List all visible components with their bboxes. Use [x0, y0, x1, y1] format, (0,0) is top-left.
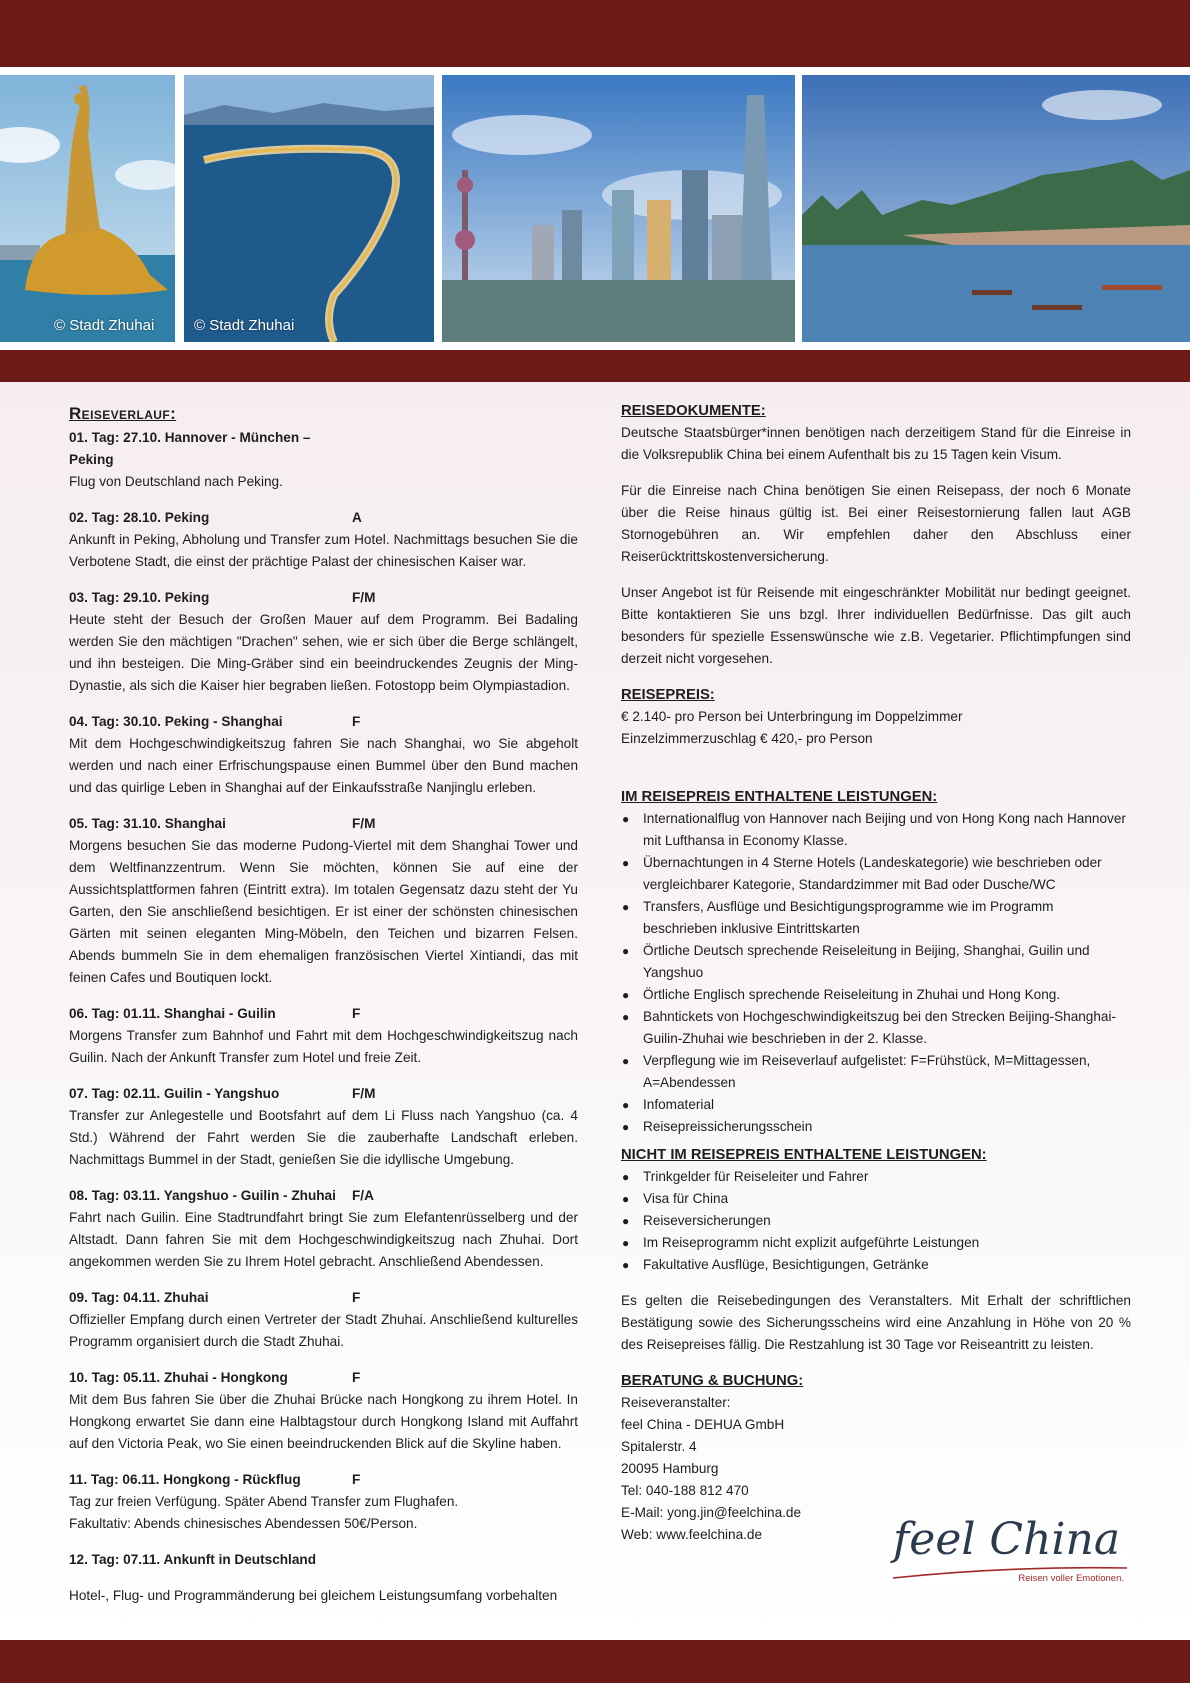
documents-paragraph-3: Unser Angebot ist für Reisende mit eingeschränkter Mobilität nur bedingt geeignet. Bitte kontaktieren Sie uns bzgl. Ihrer individuellen Bedürfnisse. Das gilt auch besonders für spezielle Essenswünsche wie z.B. Vegetarier. Pflichtimpfungen sind derzeit nicht vorgesehen. — [621, 585, 1131, 666]
itinerary-day — [69, 1549, 578, 1571]
itinerary-day — [69, 507, 578, 573]
documents-paragraph-2: Für die Einreise nach China benötigen Sie einen Reisepass, der noch 6 Monate über die Reise hinaus gültig ist. Bei einer Reisestornierung fallen laut AGB Stornogebühren an. Wir empfehlen daher den Abschluss einer Reiserücktrittskostenversicherung. — [621, 483, 1131, 564]
itinerary-day — [69, 1003, 578, 1069]
price-single-supplement: Einzelzimmerzuschlag € 420,- pro Person — [621, 731, 873, 746]
list-item: ● Transfers, Ausflüge und Besichtigungsprogramme wie im Programm beschrieben inklusive Eintrittskarten — [621, 896, 1131, 940]
itinerary-day — [69, 587, 578, 697]
day-meals: F/A — [352, 1188, 374, 1203]
day-title — [69, 1003, 578, 1025]
day-date-route: 01. Tag: 27.10. Hannover - München – Peking — [69, 430, 311, 467]
list-item: ● Internationalflug von Hannover nach Beijing und von Hong Kong nach Hannover mit Lufthansa in Economy Klasse. — [621, 808, 1131, 852]
itinerary-day — [69, 1367, 578, 1455]
itinerary-day — [69, 427, 578, 493]
photo-li-river — [802, 75, 1190, 342]
day-title — [69, 1469, 578, 1491]
documents-paragraph-1: Deutsche Staatsbürger*innen benötigen nach derzeitigem Stand für die Einreise in die Volksrepublik China bei einem Aufenthalt bis zu 15 Tagen kein Visum. — [621, 425, 1131, 462]
day-description: Tag zur freien Verfügung. Später Abend Transfer zum Flughafen. Fakultativ: Abends chinesisches Abendessen 50€/Person. — [69, 1494, 459, 1531]
documents-heading: REISEDOKUMENTE: — [621, 403, 766, 419]
day-meals: F — [352, 1290, 361, 1305]
booking-heading: BERATUNG & BUCHUNG: — [621, 1373, 804, 1389]
day-description: Ankunft in Peking, Abholung und Transfer zum Hotel. Nachmittags besuchen Sie die Verbotene Stadt, die einst der prächtige Palast der chinesischen Kaiser war. — [69, 532, 578, 569]
itinerary-column — [69, 398, 578, 1607]
booking-city: 20095 Hamburg — [621, 1461, 719, 1476]
day-description: Mit dem Hochgeschwindigkeitszug fahren Sie nach Shanghai, wo Sie abgeholt werden und nach einer Erfrischungspause einen Bummel über den Bund machen und das quirlige Leben in Shanghai auf der Einkaufsstraße Nanjinglu erleben. — [69, 736, 578, 795]
photo-strip — [0, 67, 1190, 350]
top-band — [0, 0, 1190, 67]
list-item: ● Übernachtungen in 4 Sterne Hotels (Landeskategorie) wie beschrieben oder vergleichbarer Kategorie, Standardzimmer mit Bad oder Dusche/WC — [621, 852, 1131, 896]
day-date-route: 03. Tag: 29.10. Peking — [69, 590, 210, 605]
day-date-route: 06. Tag: 01.11. Shanghai - Guilin — [69, 1006, 276, 1021]
day-date-route: 11. Tag: 06.11. Hongkong - Rückflug — [69, 1472, 301, 1487]
booking-phone[interactable]: Tel: 040-188 812 470 — [621, 1483, 749, 1498]
list-item: ● Verpflegung wie im Reiseverlauf aufgelistet: F=Frühstück, M=Mittagessen, A=Abendessen — [621, 1050, 1131, 1094]
day-meals: F/M — [352, 590, 376, 605]
list-item: ● Örtliche Deutsch sprechende Reiseleitung in Beijing, Shanghai, Guilin und Yangshuo — [621, 940, 1131, 984]
day-title — [69, 711, 578, 733]
day-meals: F — [352, 1472, 361, 1487]
day-description: Mit dem Bus fahren Sie über die Zhuhai Brücke nach Hongkong zu ihrem Hotel. In Hongkong erwartet Sie dann eine Halbtagstour durch Hongkong Island mit Auffahrt auf den Victoria Peak, wo Sie einen beeindruckenden Blick auf die Skyline haben. — [69, 1392, 578, 1451]
day-description: Heute steht der Besuch der Großen Mauer auf dem Programm. Bei Badaling werden Sie den mächtigen "Drachen" sehen, wie er sich über die Berge schlängelt, und ihn besteigen. Die Ming-Gräber sind ein beeindruckendes Zeugnis der Ming-Dynastie, als sich die Kaiser hier begraben ließen. Fotostopp beim Olympiastadion. — [69, 612, 578, 693]
day-title — [69, 1287, 578, 1309]
middle-band — [0, 350, 1190, 382]
day-date-route: 05. Tag: 31.10. Shanghai — [69, 816, 226, 831]
day-description: Offizieller Empfang durch einen Vertreter der Stadt Zhuhai. Anschließend kulturelles Programm organisiert durch die Stadt Zhuhai. — [69, 1312, 578, 1349]
day-description: Flug von Deutschland nach Peking. — [69, 474, 283, 489]
day-date-route: 02. Tag: 28.10. Peking — [69, 510, 210, 525]
day-meals: F/M — [352, 816, 376, 831]
booking-web[interactable]: Web: www.feelchina.de — [621, 1527, 763, 1542]
price-heading: REISEPREIS: — [621, 687, 715, 703]
booking-label: Reiseveranstalter: — [621, 1395, 731, 1410]
day-title — [69, 507, 578, 529]
day-title — [69, 1185, 578, 1207]
day-description: Transfer zur Anlegestelle und Bootsfahrt auf dem Li Fluss nach Yangshuo (ca. 4 Std.) Während der Fahrt werden Sie die zauberhafte Landschaft erleben. Nachmittags Bummel in der Stadt, genießen Sie die idyllische Umgebung. — [69, 1108, 578, 1167]
itinerary-day — [69, 813, 578, 989]
day-date-route: 07. Tag: 02.11. Guilin - Yangshuo — [69, 1086, 280, 1101]
day-description: Fahrt nach Guilin. Eine Stadtrundfahrt bringt Sie zum Elefantenrüsselberg und der Altstadt. Dann fahren Sie mit dem Hochgeschwindigkeitszug nach Zhuhai. Dort angekommen werden Sie zu Ihrem Hotel gebracht. Anschließend Abendessen. — [69, 1210, 578, 1269]
list-item: ● Reiseversicherungen — [621, 1210, 1131, 1232]
photo-shanghai-skyline — [442, 75, 795, 342]
photo-zhuhai-statue — [0, 75, 175, 342]
day-title — [69, 587, 578, 609]
excluded-list — [621, 1166, 1131, 1276]
day-date-route: 04. Tag: 30.10. Peking - Shanghai — [69, 714, 283, 729]
day-meals: F — [352, 1370, 361, 1385]
included-heading: IM REISEPREIS ENTHALTENE LEISTUNGEN: — [621, 789, 938, 805]
day-meals: F/M — [352, 1086, 376, 1101]
logo-wordmark: feel China — [893, 1514, 1121, 1565]
booking-email[interactable]: E-Mail: yong.jin@feelchina.de — [621, 1505, 802, 1520]
day-description: Morgens besuchen Sie das moderne Pudong-Viertel mit dem Shanghai Tower und dem Weltfinanzzentrum. Wenn Sie möchten, können Sie auf eine der Aussichtsplattformen fahren (Eintritt extra). Im totalen Gegensatz dazu steht der Yu Garten, den Sie anschließend besichtigen. Er ist einer der schönsten chinesischen Gärten mit seinen eleganten Ming-Möbeln, den Teichen und bizarren Felsen. Abends bummeln Sie in dem ehemaligen französischen Viertel Xintiandi, das mit feinen Cafes und Boutiquen lockt. — [69, 838, 578, 985]
itinerary-day — [69, 1083, 578, 1171]
day-date-route: 12. Tag: 07.11. Ankunft in Deutschland — [69, 1552, 317, 1567]
logo-tagline: Reisen voller Emotionen. — [1018, 1573, 1124, 1584]
day-date-route: 09. Tag: 04.11. Zhuhai — [69, 1290, 209, 1305]
feel-china-logo — [887, 1510, 1132, 1586]
day-meals: F — [352, 714, 361, 729]
list-item: ● Im Reiseprogramm nicht explizit aufgeführte Leistungen — [621, 1232, 1131, 1254]
itinerary-day — [69, 711, 578, 799]
photo-bridge — [184, 75, 434, 342]
day-title — [69, 427, 578, 471]
excluded-heading: NICHT IM REISEPREIS ENTHALTENE LEISTUNGEN: — [621, 1147, 987, 1163]
day-meals: F — [352, 1006, 361, 1021]
day-date-route: 10. Tag: 05.11. Zhuhai - Hongkong — [69, 1370, 288, 1385]
list-item: ● Infomaterial — [621, 1094, 1131, 1116]
day-description: Morgens Transfer zum Bahnhof und Fahrt mit dem Hochgeschwindigkeitszug nach Guilin. Nach der Ankunft Transfer zum Hotel und freie Zeit. — [69, 1028, 578, 1065]
photo-credit: © Stadt Zhuhai — [54, 317, 155, 334]
list-item: ● Örtliche Englisch sprechende Reiseleitung in Zhuhai und Hong Kong. — [621, 984, 1131, 1006]
day-title — [69, 1367, 578, 1389]
itinerary-day — [69, 1469, 578, 1535]
day-meals: A — [352, 510, 362, 525]
list-item: ● Bahntickets von Hochgeschwindigkeitszug bei den Strecken Beijing-Shanghai-Guilin-Zhuhai wie beschrieben in der 2. Klasse. — [621, 1006, 1131, 1050]
included-list — [621, 808, 1131, 1138]
day-title — [69, 813, 578, 835]
info-column — [621, 398, 1131, 1546]
itinerary-day — [69, 1287, 578, 1353]
booking-street: Spitalerstr. 4 — [621, 1439, 697, 1454]
booking-company: feel China - DEHUA GmbH — [621, 1417, 785, 1432]
bottom-band — [0, 1640, 1190, 1683]
day-title — [69, 1083, 578, 1105]
day-date-route: 08. Tag: 03.11. Yangshuo - Guilin - Zhuhai — [69, 1188, 336, 1203]
photo-credit: © Stadt Zhuhai — [194, 317, 295, 334]
list-item: ● Reisepreissicherungsschein — [621, 1116, 1131, 1138]
price-double-room: € 2.140- pro Person bei Unterbringung im Doppelzimmer — [621, 709, 963, 724]
itinerary-heading: Reiseverlauf: — [69, 404, 177, 423]
itinerary-day — [69, 1185, 578, 1273]
itinerary-footnote: Hotel-, Flug- und Programmänderung bei gleichem Leistungsumfang vorbehalten — [69, 1588, 558, 1603]
terms-paragraph: Es gelten die Reisebedingungen des Veranstalters. Mit Erhalt der schriftlichen Bestätigung sowie des Sicherungsscheins wird eine Anzahlung in Höhe von 20 % des Reisepreises fällig. Die Restzahlung ist 30 Tage vor Reiseantritt zu leisten. — [621, 1293, 1131, 1352]
day-title — [69, 1549, 578, 1571]
list-item: ● Fakultative Ausflüge, Besichtigungen, Getränke — [621, 1254, 1131, 1276]
itinerary-days — [69, 427, 578, 1571]
list-item: ● Visa für China — [621, 1188, 1131, 1210]
list-item: ● Trinkgelder für Reiseleiter und Fahrer — [621, 1166, 1131, 1188]
